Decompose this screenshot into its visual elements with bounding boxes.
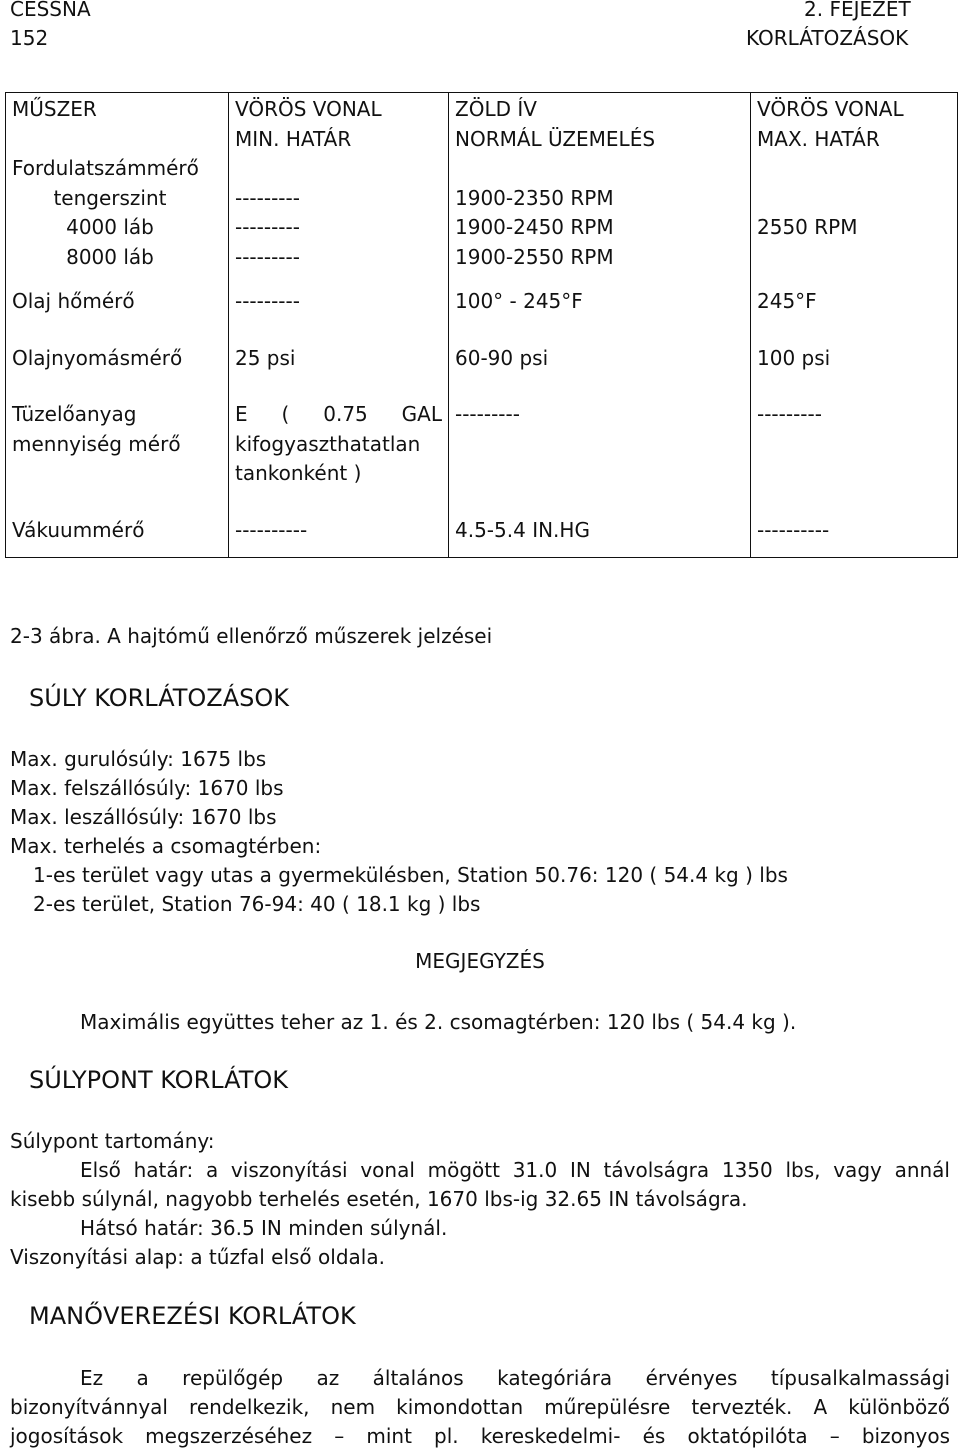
table-row-rpm xyxy=(6,154,958,287)
max-value: ---------- xyxy=(757,517,830,542)
max-value: 245°F xyxy=(757,289,817,313)
list-item: 1-es terület vagy utas a gyermekülésben, Station 50.76: 120 ( 54.4 kg ) lbs xyxy=(33,863,788,887)
normal-cell xyxy=(449,287,751,344)
min-cell xyxy=(229,400,449,516)
max-cell xyxy=(751,287,958,344)
max-cell xyxy=(751,344,958,401)
instrument-cell xyxy=(6,287,229,344)
header-instrument xyxy=(6,93,229,155)
paragraph-line: jogosítások megszerzéséhez – mint pl. kereskedelmi- és oktatópilóta – bizonyos xyxy=(10,1424,950,1448)
min-cell xyxy=(229,516,449,558)
table-row xyxy=(6,516,958,558)
header-max xyxy=(751,93,958,155)
table-header-row xyxy=(6,93,958,155)
header-min-line1: VÖRÖS VONAL xyxy=(235,97,382,121)
min-value: kifogyaszthatatlan xyxy=(235,431,421,456)
header-min xyxy=(229,93,449,155)
max-cell xyxy=(751,400,958,516)
rpm-min-cell xyxy=(229,154,449,287)
figure-caption: 2-3 ábra. A hajtómű ellenőrző műszerek jelzései xyxy=(10,624,493,648)
normal-cell xyxy=(449,400,751,516)
table-row xyxy=(6,344,958,401)
rpm-title: Fordulatszámmérő xyxy=(12,156,199,180)
brand-text: CESSNA xyxy=(10,0,91,21)
instrument-name: Tüzelőanyag xyxy=(12,402,137,426)
header-normal-line2: NORMÁL ÜZEMELÉS xyxy=(455,126,656,151)
instrument-name: Vákuummérő xyxy=(12,517,145,542)
instrument-cell xyxy=(6,344,229,401)
instrument-markings-table xyxy=(5,92,958,558)
list-item: Max. leszállósúly: 1670 lbs xyxy=(10,805,277,829)
header-max-line1: VÖRÖS VONAL xyxy=(757,97,904,121)
list-item: Max. terhelés a csomagtérben: xyxy=(10,834,322,858)
rpm-instrument-cell xyxy=(6,154,229,287)
min-value: tankonként ) xyxy=(235,461,362,485)
chapter-number: 2. FEJEZET xyxy=(804,0,911,21)
chapter-title: KORLÁTOZÁSOK xyxy=(746,26,909,50)
rpm-normal-cell xyxy=(449,154,751,287)
note-body: Maximális együttes teher az 1. és 2. csomagtérben: 120 lbs ( 54.4 kg ). xyxy=(80,1010,797,1034)
rpm-min-value: --------- xyxy=(235,185,300,210)
cg-datum: Viszonyítási alap: a tűzfal első oldala. xyxy=(10,1245,385,1269)
cg-front-limit: Első határ: a viszonyítási vonal mögött 31.0 IN távolságra 1350 lbs, vagy annál xyxy=(80,1158,950,1182)
min-value: --------- xyxy=(235,289,300,313)
cg-range-label: Súlypont tartomány: xyxy=(10,1129,215,1153)
maneuver-limits-heading: MANŐVEREZÉSI KORLÁTOK xyxy=(29,1302,356,1330)
normal-cell xyxy=(449,344,751,401)
weight-limits-list xyxy=(10,745,788,919)
table-row xyxy=(6,287,958,344)
list-item: Max. gurulósúly: 1675 lbs xyxy=(10,747,267,771)
normal-value: --------- xyxy=(455,402,520,426)
header-min-line2: MIN. HATÁR xyxy=(235,126,352,151)
table-row xyxy=(6,400,958,516)
note-title: MEGJEGYZÉS xyxy=(415,949,545,973)
min-cell xyxy=(229,287,449,344)
maneuver-limits-text xyxy=(10,1364,950,1451)
normal-value: 100° - 245°F xyxy=(455,289,583,313)
instrument-name: mennyiség mérő xyxy=(12,431,181,456)
rpm-label-8000: 8000 láb xyxy=(66,244,154,269)
normal-value: 60-90 psi xyxy=(455,345,549,370)
paragraph-line: bizonyítvánnyal rendelkezik, nem kimondottan műrepülésre tervezték. A különböző xyxy=(10,1395,950,1419)
model-text: 152 xyxy=(10,26,49,50)
max-value: 100 psi xyxy=(757,345,831,370)
min-value: ---------- xyxy=(235,517,308,542)
rpm-label-sea-level: tengerszint xyxy=(53,185,167,210)
normal-cell xyxy=(449,516,751,558)
instrument-cell xyxy=(6,516,229,558)
weight-limits-heading: SÚLY KORLÁTOZÁSOK xyxy=(29,684,290,712)
min-value: 25 psi xyxy=(235,345,296,370)
rpm-normal-value: 1900-2350 RPM xyxy=(455,185,614,210)
instrument-name: Olajnyomásmérő xyxy=(12,345,183,370)
header-max-line2: MAX. HATÁR xyxy=(757,126,880,151)
rpm-label-4000: 4000 láb xyxy=(66,215,154,239)
min-cell xyxy=(229,344,449,401)
min-value: E ( 0.75 GAL xyxy=(235,402,442,426)
instrument-cell xyxy=(6,400,229,516)
list-item: Max. felszállósúly: 1670 lbs xyxy=(10,776,284,800)
cg-limits-text xyxy=(10,1127,950,1272)
max-value: --------- xyxy=(757,402,822,426)
rpm-normal-value: 1900-2450 RPM xyxy=(455,215,614,239)
list-item: 2-es terület, Station 76-94: 40 ( 18.1 kg ) lbs xyxy=(33,892,481,916)
max-cell xyxy=(751,516,958,558)
cg-limits-heading: SÚLYPONT KORLÁTOK xyxy=(29,1066,289,1094)
rpm-min-value: --------- xyxy=(235,244,300,269)
rpm-min-value: --------- xyxy=(235,215,300,239)
header-normal xyxy=(449,93,751,155)
instrument-name: Olaj hőmérő xyxy=(12,289,135,313)
header-instrument-label: MŰSZER xyxy=(12,97,97,121)
header-normal-line1: ZÖLD ÍV xyxy=(455,97,537,121)
cg-front-limit-cont: kisebb súlynál, nagyobb terhelés esetén, 1670 lbs-ig 32.65 IN távolságra. xyxy=(10,1187,748,1211)
rpm-max-value: 2550 RPM xyxy=(757,215,858,239)
rpm-max-cell xyxy=(751,154,958,287)
normal-value: 4.5-5.4 IN.HG xyxy=(455,517,590,542)
paragraph-line: Ez a repülőgép az általános kategóriára érvényes típusalkalmassági xyxy=(80,1366,950,1390)
cg-rear-limit: Hátsó határ: 36.5 IN minden súlynál. xyxy=(80,1216,448,1240)
rpm-normal-value: 1900-2550 RPM xyxy=(455,244,614,269)
